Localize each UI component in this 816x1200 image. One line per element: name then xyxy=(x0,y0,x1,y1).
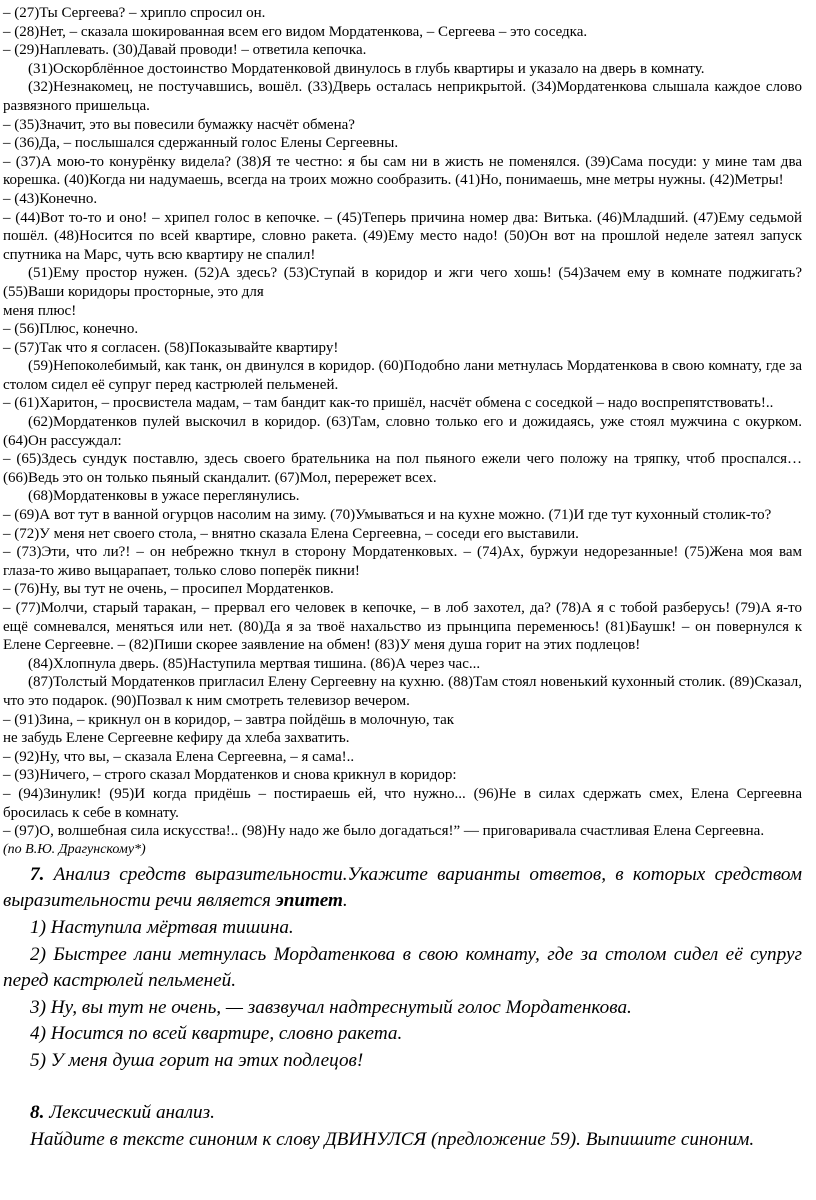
task-8-title: Лексический анализ. xyxy=(44,1102,215,1124)
task-7-option: 5) У меня душа горит на этих подлецов! xyxy=(30,1049,364,1071)
task-7-option: 4) Носится по всей квартире, словно ракета. xyxy=(30,1023,403,1045)
story-paragraph: – (91)Зина, – крикнул он в коридор, – завтра пойдёшь в молочную, так xyxy=(3,711,455,728)
story-paragraph: – (61)Харитон, – просвистела мадам, – там бандит как-то пришёл, насчёт обмена с соседкой – надо воспрепятствовать!.. xyxy=(3,395,774,412)
story-source: (по В.Ю. Драгунскому*) xyxy=(3,841,146,857)
task-8-number: 8. xyxy=(30,1102,45,1124)
story-paragraph: не забудь Елене Сергеевне кефиру да хлеба захватить. xyxy=(3,730,350,747)
task-7-text-end: . xyxy=(342,890,348,912)
story-paragraph: – (43)Конечно. xyxy=(3,190,98,207)
story-paragraph: – (57)Так что я согласен. (58)Показывайте квартиру! xyxy=(3,339,339,356)
task-7-term: эпитет xyxy=(275,890,343,912)
story-paragraph: – (77)Молчи, старый таракан, – прервал его человек в кепочке, – в лоб захотел, да? (78)А я с тобой разберусь! (79)А я-то ещё сомневался, меняться или нет. (80)Да я за твоё нахальство из прынципа переменюсь! (81)Баушк! – он повернулся к Елене Сергеевне. – (82)Пиши скорее заявление на обмен! (83)У меня душа горит на этих подлецов! xyxy=(3,600,802,654)
task-8-heading xyxy=(3,1100,802,1127)
story-paragraph: – (73)Эти, что ли?! – он небрежно ткнул в сторону Мордатенковых. – (74)Ах, буржуи недорезанные! (75)Жена моя вам глаза-то живо выцарапает, только слово поперёк пикни! xyxy=(3,544,802,579)
story-paragraph: (68)Мордатенковы в ужасе переглянулись. xyxy=(28,488,300,505)
story-text xyxy=(3,4,802,841)
story-paragraph: – (92)Ну, что вы, – сказала Елена Сергеевна, – я сама!.. xyxy=(3,748,355,765)
story-paragraph: (59)Непоколебимый, как танк, он двинулся в коридор. (60)Подобно лани метнулась Мордатенкова в свою комнату, где за столом сидел её супруг перед кастрюлей пельменей. xyxy=(3,358,802,393)
story-paragraph: – (27)Ты Сергеева? – хрипло спросил он. xyxy=(3,5,266,21)
story-paragraph: – (69)А вот тут в ванной огурцов насолим на зиму. (70)Умываться и на кухне можно. (71)И где тут кухонный столик-то? xyxy=(3,507,772,524)
story-paragraph: – (35)Значит, это вы повесили бумажку насчёт обмена? xyxy=(3,116,355,133)
story-paragraph: – (44)Вот то-то и оно! – хрипел голос в кепочке. – (45)Теперь причина номер два: Витька. (46)Младший. (47)Ему седьмой пошёл. (48)Носится по всей квартире, словно ракета. (49)Ему место надо! (50)Он вот на прошлой неделе затеял запуск спутника на Марс, чуть всю квартиру не спалил! xyxy=(3,209,802,263)
story-paragraph: меня плюс! xyxy=(3,302,77,319)
task-7-text: Анализ средств выразительности.Укажите варианты ответов, в которых средством выразительности речи является xyxy=(3,863,802,912)
story-paragraph: – (97)О, волшебная сила искусства!.. (98)Ну надо же было догадаться!” — приговаривала счастливая Елена Сергеевна. xyxy=(3,823,765,840)
spacer xyxy=(3,1074,802,1100)
task-7-option: 2) Быстрее лани метнулась Мордатенкова в свою комнату, где за столом сидел её супруг перед кастрюлей пельменей. xyxy=(3,943,802,992)
story-paragraph: – (37)А мою-то конурёнку видела? (38)Я те честно: я бы сам ни в жисть не поменялся. (39)Сама посуди: у мине там два корешка. (40)Когда ни надумаешь, всегда на троих можно сообразить. (41)Но, понимаешь, мне метры нужны. (42)Метры! xyxy=(3,153,802,189)
story-paragraph: – (76)Ну, вы тут не очень, – просипел Мордатенков. xyxy=(3,581,334,598)
task-7-number: 7. xyxy=(30,863,45,885)
tasks-section xyxy=(3,862,802,1154)
story-paragraph: – (28)Нет, – сказала шокированная всем его видом Мордатенкова, – Сергеева – это соседка. xyxy=(3,23,588,40)
story-paragraph: – (29)Наплевать. (30)Давай проводи! – ответила кепочка. xyxy=(3,42,367,59)
story-paragraph: (62)Мордатенков пулей выскочил в коридор. (63)Там, словно только его и дожидаясь, уже стоял мужчина с окурком. (64)Он рассуждал: xyxy=(3,414,802,449)
task-7-option: 1) Наступила мёртвая тишина. xyxy=(30,916,294,938)
story-paragraph: (87)Толстый Мордатенков пригласил Елену Сергеевну на кухню. (88)Там стоял новенький кухонный столик. (89)Сказал, что это подарок. (90)Позвал к ним смотреть телевизор вечером. xyxy=(3,674,802,709)
task-7-option: 3) Ну, вы тут не очень, — завзвучал надтреснутый голос Мордатенкова. xyxy=(30,996,632,1018)
story-paragraph: – (93)Ничего, – строго сказал Мордатенков и снова крикнул в коридор: xyxy=(3,767,457,784)
story-paragraph: – (36)Да, – послышался сдержанный голос Елены Сергеевны. xyxy=(3,135,399,152)
task-7-instruction xyxy=(3,862,802,915)
story-paragraph: – (94)Зинулик! (95)И когда придёшь – постираешь ей, что нужно... (96)Не в силах сдержать смех, Елена Сергеевна бросилась к себе в комнату. xyxy=(3,785,802,821)
task-8-instruction: Найдите в тексте синоним к слову ДВИНУЛСЯ (предложение 59). Выпишите синоним. xyxy=(30,1129,755,1151)
story-paragraph: (84)Хлопнула дверь. (85)Наступила мертвая тишина. (86)А через час... xyxy=(28,655,481,672)
story-paragraph: – (65)Здесь сундук поставлю, здесь своего брательника на пол пьяного ежели чего положу на тряпку, чтоб проспался…(66)Ведь это он только пьяный скандалит. (67)Мол, перережет всех. xyxy=(3,451,802,486)
story-paragraph: – (56)Плюс, конечно. xyxy=(3,321,139,338)
story-paragraph: (31)Оскорблённое достоинство Мордатенковой двинулось в глубь квартиры и указало на дверь в комнату. xyxy=(28,60,705,77)
story-paragraph: – (72)У меня нет своего стола, – внятно сказала Елена Сергеевна, – соседи его выставили. xyxy=(3,525,579,542)
story-paragraph: (51)Ему простор нужен. (52)А здесь? (53)Ступай в коридор и жги чего хошь! (54)Зачем ему в комнате поджигать? (55)Ваши коридоры просторные, это для xyxy=(3,265,802,300)
story-paragraph: (32)Незнакомец, не постучавшись, вошёл. (33)Дверь осталась неприкрытой. (34)Мордатенкова слышала каждое слово развязного пришельца. xyxy=(3,79,802,114)
